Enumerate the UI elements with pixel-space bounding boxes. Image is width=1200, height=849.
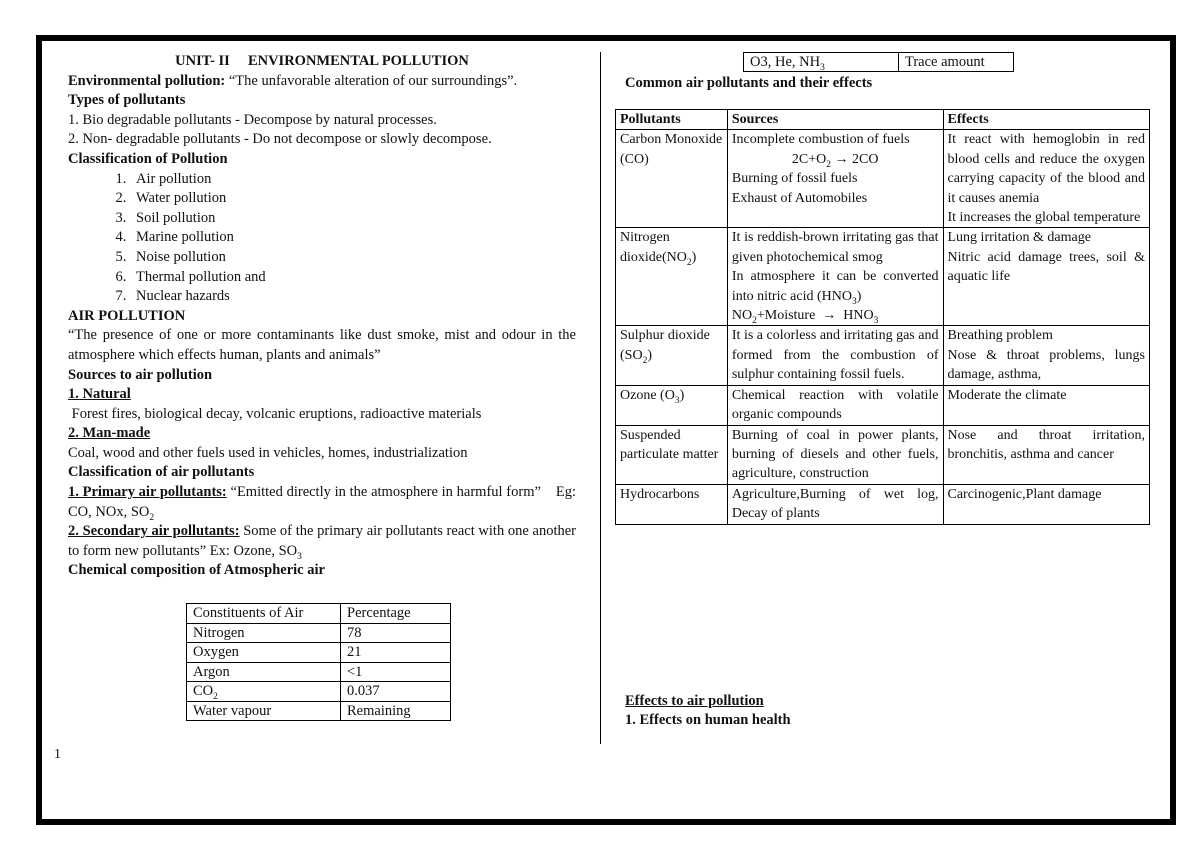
table-row [616,484,1150,524]
table-cell: 21 [341,643,451,663]
table-cell [187,682,341,702]
table-row [187,682,451,702]
table-cell: Argon [187,662,341,682]
column-header: Effects [943,110,1150,130]
list-item: 4. Marine pollution [130,228,576,248]
equation [732,306,939,325]
subscript: 3 [873,315,879,326]
equation-text: +Moisture → HNO [756,308,874,324]
sources-heading: Sources to air pollution [68,366,213,383]
chemical-composition-heading: Chemical composition of Atmospheric air [68,562,325,579]
table-row [187,604,451,624]
left-column [68,52,580,581]
column-divider [600,52,601,744]
list-item: 6. Thermal pollution and [130,268,576,288]
equation [732,150,939,169]
table-cell: Trace amount [899,53,1014,72]
effect-cell [943,326,1150,385]
subscript: 2 [149,512,155,523]
classification-heading: Classification of Pollution [68,150,228,167]
table-row [616,130,1150,228]
composition-table [186,603,451,721]
subscript: 2 [686,257,692,268]
pollutant-cell: Suspended particulate matter [616,425,728,484]
list-item: 3. Soil pollution [130,209,576,229]
source-cell: Chemical reaction with volatile organic compounds [727,385,943,425]
air-pollution-heading: AIR POLLUTION [68,307,186,324]
definition [68,72,576,92]
trace-gases-label: O3, He, NH [750,54,821,70]
definition-text: “The unfavorable alteration of our surroundings”. [225,72,518,89]
type-item: 2. Non- degradable pollutants - Do not decompose or slowly decompose. [68,131,492,148]
table-row [616,326,1150,385]
effect-cell [943,130,1150,228]
source-line: It is reddish-brown irritating gas that given photochemical smog [731,230,939,265]
subscript: 2 [213,692,218,703]
unit-title: UNIT- II ENVIRONMENTAL POLLUTION [175,53,469,69]
effect-line: Lung irritation & damage [947,230,1091,246]
subscript: 2 [752,315,757,326]
table-cell: 78 [341,623,451,643]
table-row [616,228,1150,326]
natural-label: 1. Natural [68,386,131,403]
effect-cell: Moderate the climate [943,385,1150,425]
effect-cell [943,228,1150,326]
air-classification-heading: Classification of air pollutants [68,464,255,481]
equation-text: → 2CO [831,151,879,167]
subscript: 3 [852,296,857,307]
subscript: 3 [820,62,825,73]
pollutant-cell: Ozone $(O_3)$ [616,385,728,425]
primary-pollutants [68,483,580,523]
table-cell: Oxygen [187,643,341,663]
effect-line: Nose & throat problems, lungs damage, asthma, [947,347,1145,383]
table-cell: Remaining [341,701,451,721]
source-cell: Burning of coal in power plants, burning of diesels and other fuels, agriculture, construction [727,425,943,484]
primary-text: “Emitted directly in the atmosphere in harmful form” Eg: CO, NOx, SO [68,484,580,520]
pollutant-name: Sulphur dioxide (SO [620,328,710,363]
effect-line: It increases the global temperature [947,210,1141,226]
secondary-pollutants [68,522,576,561]
table-cell [744,53,899,72]
pollutant-cell: Nitrogen $dioxide(NO_2)$ [616,228,728,326]
effect-cell: Carcinogenic,Plant damage [943,484,1150,524]
air-pollution-definition: “The presence of one or more contaminants like dust smoke, mist and odour in the atmosphere which effects human, plants and animals” [68,327,576,363]
list-item: 2. Water pollution [130,189,576,209]
source-line: Incomplete combustion of fuels [731,132,910,148]
source-cell [727,130,943,228]
pollutants-table [615,109,1150,525]
subscript: 2 [642,355,648,366]
table-row [187,643,451,663]
list-item: 1. Air pollution [130,170,576,190]
effect-cell: Nose and throat irritation, bronchitis, asthma and cancer [943,425,1150,484]
secondary-label: 2. Secondary air pollutants: [68,523,240,540]
effect-line: Breathing problem [947,328,1053,344]
effects-subheading: 1. Effects on human health [625,712,791,728]
source-line: Exhaust of Automobiles [731,190,868,206]
types-heading: Types of pollutants [68,92,186,109]
subscript: 2 [826,159,831,170]
source-cell: Agriculture,Burning of wet log, Decay of plants [727,484,943,524]
column-header: Pollutants [616,110,728,130]
source-text: In atmosphere it can be converted into nitric acid (HNO [731,269,939,304]
table-header-row [616,110,1150,130]
subscript: 3 [297,551,302,562]
table-row [744,53,1014,72]
pollutant-cell: Hydrocarbons [616,484,728,524]
definition-label: Environmental pollution: [68,72,226,89]
effect-line: Nitric acid damage trees, soil & aquatic life [947,249,1145,285]
table-row [187,701,451,721]
source-line: Burning of fossil fuels [731,171,858,187]
effects-table-title: Common air pollutants and their effects [625,75,873,91]
effect-line: It react with hemoglobin in red blood cells and reduce the oxygen carrying capacity of the blood and it causes anemia [947,132,1145,206]
table-row [616,385,1150,425]
list-item: 7. Nuclear hazards [130,287,576,307]
table-row [187,662,451,682]
pollutant-name: Nitrogen dioxide(NO [620,230,687,265]
table-cell: Nitrogen [187,623,341,643]
page-number: 1 [54,747,61,762]
table-row [187,623,451,643]
table-cell: Percentage [341,604,451,624]
source-line: In atmosphere it can be converted into nitric acid $(HNO_3)$ [731,269,939,307]
secondary-text: Some of the primary air pollutants react with one another to form new pollutants” Ex: Ozone, SO [68,523,576,559]
primary-label: 1. Primary air pollutants: [68,484,227,501]
source-cell [727,228,943,326]
classification-list [68,170,576,307]
table-cell: <1 [341,662,451,682]
manmade-text: Coal, wood and other fuels used in vehicles, homes, industrialization [68,444,468,461]
co2-label: CO [193,683,214,700]
manmade-label: 2. Man-made [68,425,151,442]
source-cell: It is a colorless and irritating gas and formed from the combustion of sulphur containing fossil fuels. [727,326,943,385]
equation-text: NO [731,308,753,324]
trace-gases-row [743,52,1014,72]
type-item: 1. Bio degradable pollutants - Decompose by natural processes. [68,111,437,128]
natural-text: Forest fires, biological decay, volcanic eruptions, radioactive materials [68,405,482,422]
pollutant-cell: Sulphur dioxide $(SO_2)$ [616,326,728,385]
table-cell: 0.037 [341,682,451,702]
table-cell: Constituents of Air [187,604,341,624]
equation-text: 2C+O [791,151,827,167]
pollutant-cell: Carbon Monoxide (CO) [616,130,728,228]
table-cell: Water vapour [187,701,341,721]
list-item: 5. Noise pollution [130,248,576,268]
column-header: Sources [727,110,943,130]
subscript: 3 [674,395,680,406]
table-row [616,425,1150,484]
effects-heading: Effects to air pollution [625,693,764,709]
pollutant-name: Ozone (O [620,387,675,403]
